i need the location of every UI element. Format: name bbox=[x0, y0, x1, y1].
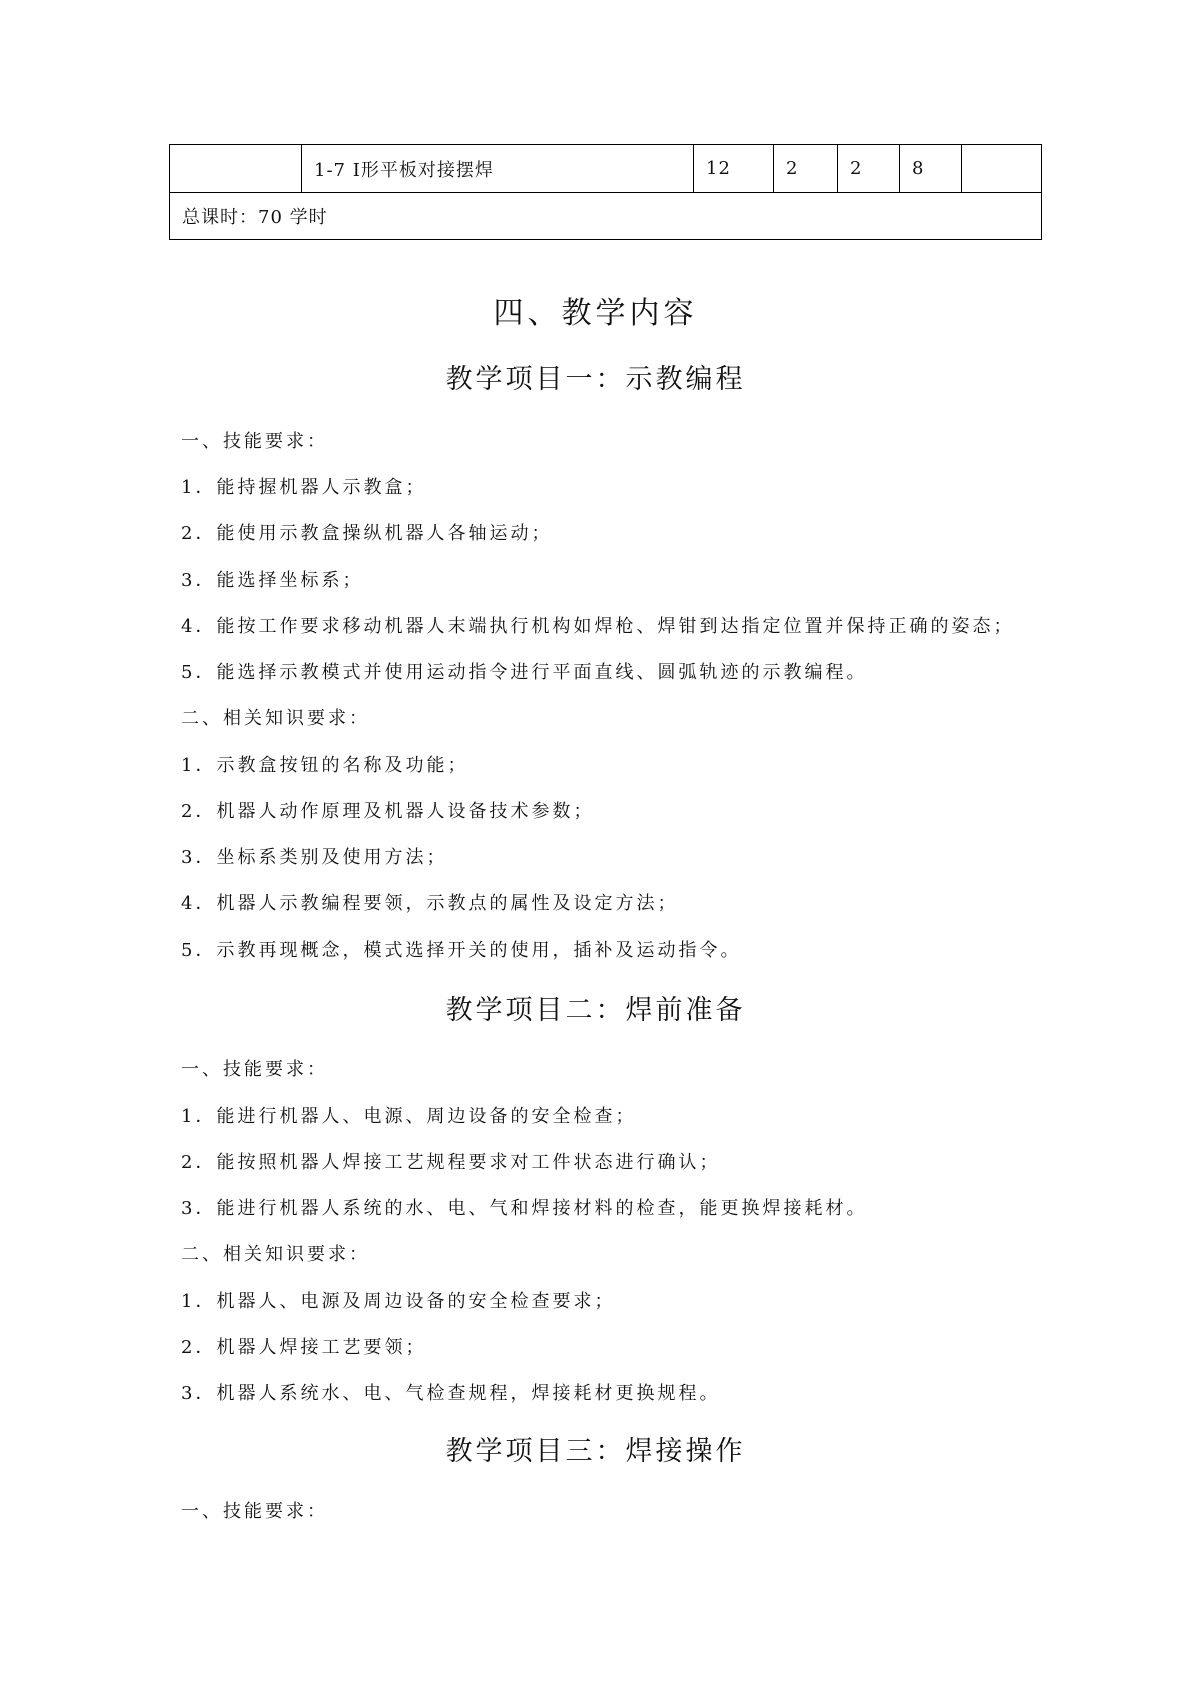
project1-knowledge-3: 3．坐标系类别及使用方法； bbox=[181, 847, 448, 868]
project1-knowledge-4: 4．机器人示教编程要领，示教点的属性及设定方法； bbox=[181, 893, 679, 914]
project1-skill-4: 4．能按工作要求移动机器人末端执行机构如焊枪、焊钳到达指定位置并保持正确的姿态； bbox=[181, 616, 1015, 637]
project3-title: 教学项目三：焊接操作 bbox=[445, 1436, 746, 1467]
project1-skill-5: 5．能选择示教模式并使用运动指令进行平面直线、圆弧轨迹的示教编程。 bbox=[181, 662, 868, 683]
table-cell bbox=[962, 145, 1042, 193]
project1-title: 教学项目一：示教编程 bbox=[445, 364, 746, 395]
table-cell: 2 bbox=[838, 145, 900, 193]
project2-knowledge-2: 2．机器人焊接工艺要领； bbox=[181, 1337, 427, 1358]
project1-skill-3: 3．能选择坐标系； bbox=[181, 570, 364, 591]
table-cell bbox=[170, 145, 302, 193]
project1-skill-heading: 一、技能要求： bbox=[181, 431, 328, 452]
table-row bbox=[170, 145, 1042, 193]
project1-knowledge-heading: 二、相关知识要求： bbox=[181, 708, 370, 729]
table-cell: 2 bbox=[774, 145, 838, 193]
project1-skill-2: 2．能使用示教盒操纵机器人各轴运动； bbox=[181, 523, 553, 544]
project2-knowledge-heading: 二、相关知识要求： bbox=[181, 1244, 370, 1265]
project1-knowledge-1: 1．示教盒按钮的名称及功能； bbox=[181, 755, 469, 776]
project1-knowledge-5: 5．示教再现概念，模式选择开关的使用，插补及运动指令。 bbox=[181, 940, 742, 961]
total-hours: 总课时：70 学时 bbox=[170, 193, 1042, 240]
project2-knowledge-1: 1．机器人、电源及周边设备的安全检查要求； bbox=[181, 1291, 616, 1312]
table-row-total bbox=[170, 193, 1042, 240]
main-title: 四、教学内容 bbox=[493, 296, 698, 331]
table-cell: 12 bbox=[694, 145, 774, 193]
project2-skill-1: 1．能进行机器人、电源、周边设备的安全检查； bbox=[181, 1106, 637, 1127]
project3-skill-heading: 一、技能要求： bbox=[181, 1501, 328, 1522]
table-cell: 8 bbox=[900, 145, 962, 193]
hours-table bbox=[169, 144, 1042, 240]
project2-knowledge-3: 3．机器人系统水、电、气检查规程，焊接耗材更换规程。 bbox=[181, 1383, 721, 1404]
table-cell-item: 1-7 I形平板对接摆焊 bbox=[302, 145, 694, 193]
project2-skill-heading: 一、技能要求： bbox=[181, 1059, 328, 1080]
project2-title: 教学项目二：焊前准备 bbox=[445, 995, 746, 1026]
project2-skill-3: 3．能进行机器人系统的水、电、气和焊接材料的检查，能更换焊接耗材。 bbox=[181, 1198, 868, 1219]
project1-skill-1: 1．能持握机器人示教盒； bbox=[181, 477, 427, 498]
project2-skill-2: 2．能按照机器人焊接工艺规程要求对工件状态进行确认； bbox=[181, 1152, 721, 1173]
project1-knowledge-2: 2．机器人动作原理及机器人设备技术参数； bbox=[181, 801, 595, 822]
